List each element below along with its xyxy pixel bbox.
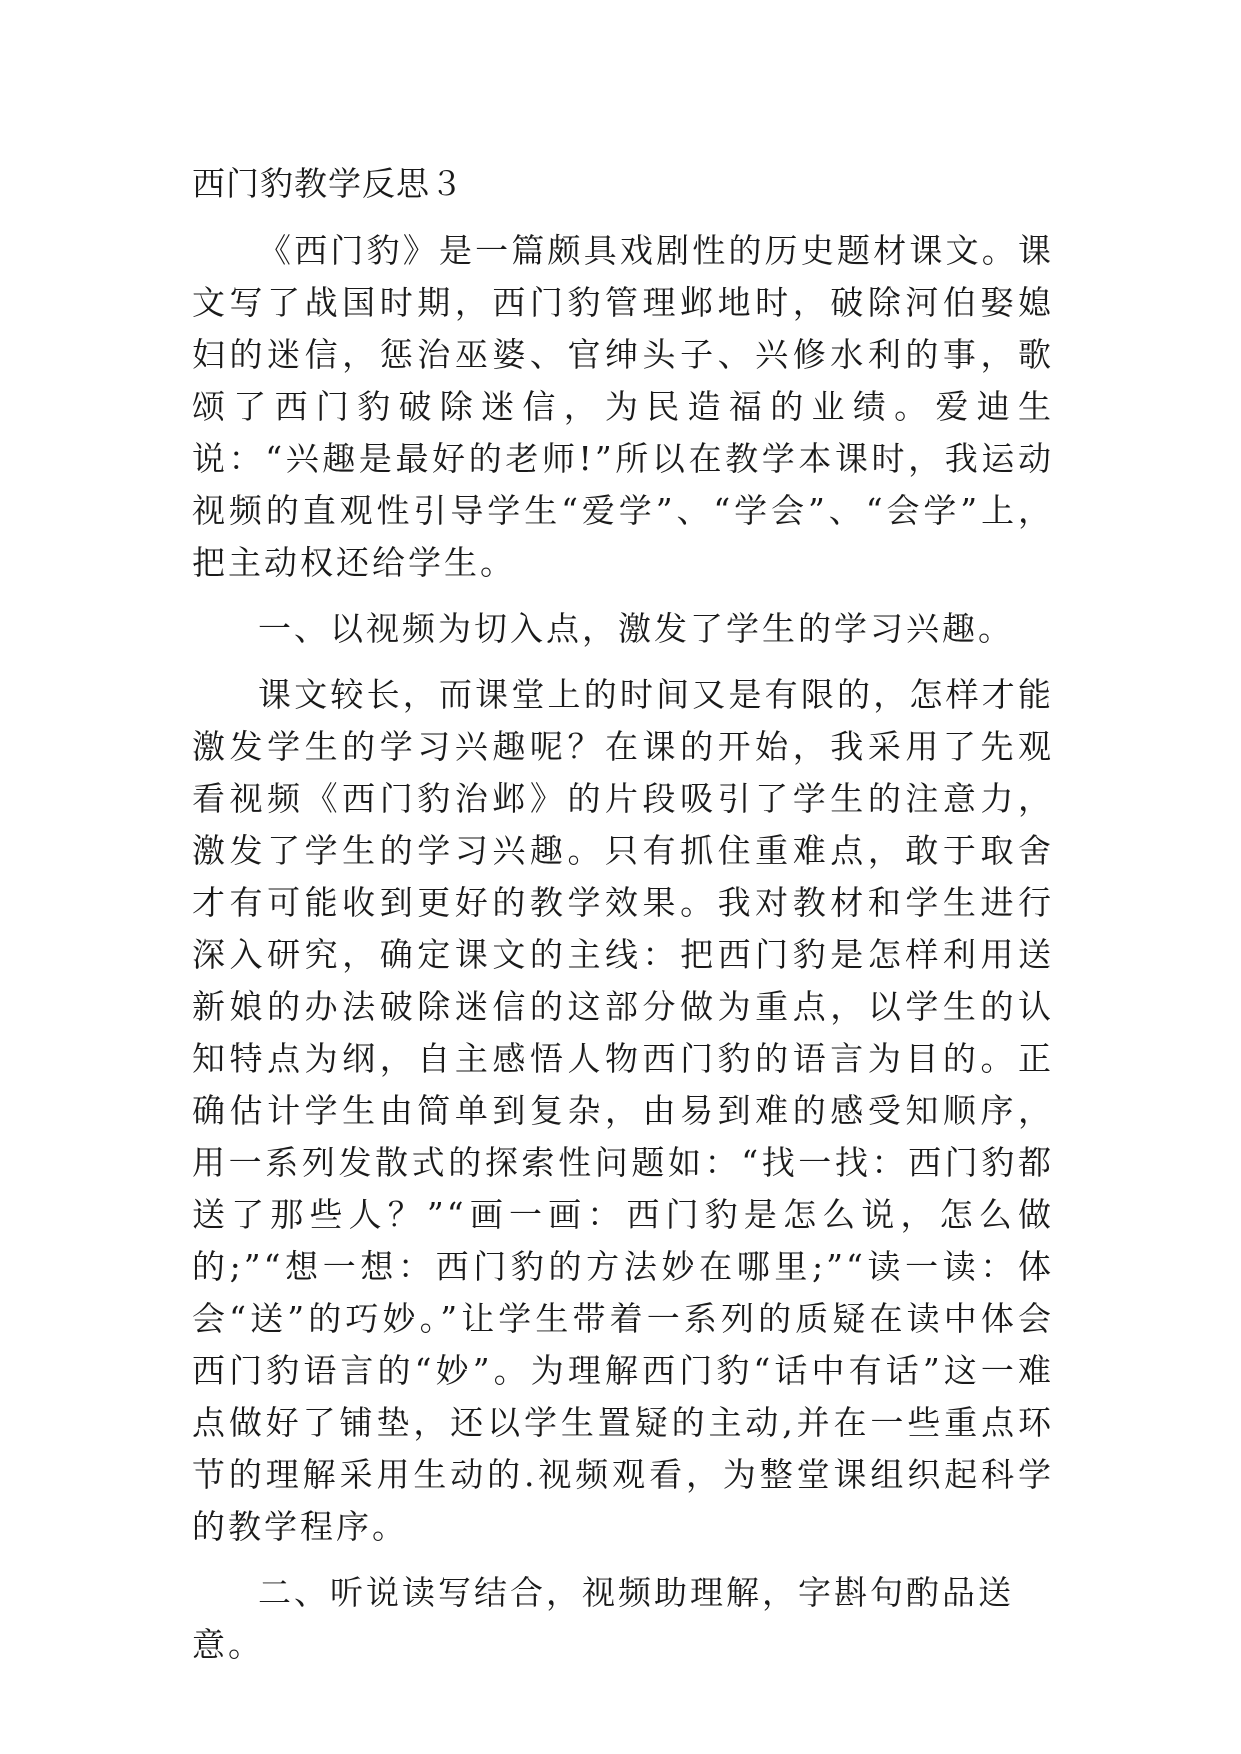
- body-paragraph: 课文较长，而课堂上的时间又是有限的，怎样才能激发学生的学习兴趣呢？在课的开始，我采用了先观看视频《西门豹治邺》的片段吸引了学生的注意力，激发了学生的学习兴趣。只有抓住重难点，敢于取舍才有可能收到更好的教学效果。我对教材和学生进行深入研究，确定课文的主线：把西门豹是怎样利用送新娘的办法破除迷信的这部分做为重点，以学生的认知特点为纲，自主感悟人物西门豹的语言为目的。正确估计学生由简单到复杂，由易到难的感受知顺序，用一系列发散式的探索性问题如：“找一找：西门豹都送了那些人？”“画一画：西门豹是怎么说，怎么做的;”“想一想：西门豹的方法妙在哪里;”“读一读：体会“送”的巧妙。”让学生带着一系列的质疑在读中体会西门豹语言的“妙”。为理解西门豹“话中有话”这一难点做好了铺垫，还以学生置疑的主动,并在一些重点环节的理解采用生动的.视频观看，为整堂课组织起科学的教学程序。: [192, 675, 1054, 1546]
- document-title: 西门豹教学反思３: [192, 164, 464, 203]
- document-body: [192, 158, 1054, 1685]
- section-heading-1: 一、以视频为切入点，激发了学生的学习兴趣。: [258, 609, 1014, 648]
- section-heading-2: 二、听说读写结合，视频助理解，字斟句酌品送意。: [192, 1573, 1014, 1664]
- intro-paragraph: 《西门豹》是一篇颇具戏剧性的历史题材课文。课文写了战国时期，西门豹管理邺地时，破除河伯娶媳妇的迷信，惩治巫婆、官绅头子、兴修水利的事，歌颂了西门豹破除迷信，为民造福的业绩。爱迪生说：“兴趣是最好的老师!”所以在教学本课时，我运动视频的直观性引导学生“爱学”、“学会”、“会学”上，把主动权还给学生。: [192, 231, 1054, 582]
